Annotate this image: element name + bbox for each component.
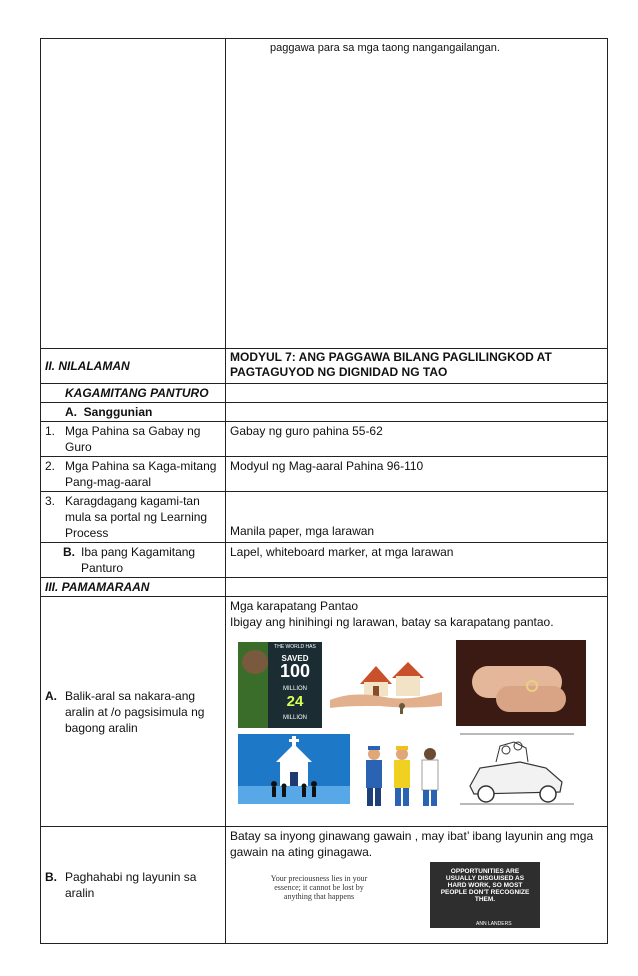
karagdagang-value: Manila paper, mga larawan (226, 492, 608, 543)
sanggunian-label (41, 403, 226, 422)
poster-num2: 24 (286, 693, 304, 710)
quote-opportunities-author: ANN LANDERS (476, 921, 512, 927)
kagamitan-row (41, 384, 608, 403)
car-sketch-image (456, 732, 578, 808)
house-hand-image (330, 636, 442, 714)
paghahabi-label (41, 827, 226, 944)
karagdagang-row (41, 492, 608, 543)
pamamaraan-row (41, 578, 608, 597)
continuation-cell (226, 39, 608, 349)
paghahabi-content (226, 827, 608, 944)
quote-preciousness-text: Your preciousness lies in your essence; it cannot be lost by anything that happens (270, 874, 368, 901)
gabay-row (41, 422, 608, 457)
iba-row (41, 543, 608, 578)
gabay-value: Gabay ng guro pahina 55-62 (226, 422, 608, 457)
item-number: 2. (45, 459, 56, 473)
modyul-value: Modyul ng Mag-aaral Pahina 96-110 (226, 457, 608, 492)
paghahabi-text: Batay sa inyong ginawang gawain , may ibat’ ibang layunin ang mga gawain na ating ginagawa. (230, 829, 594, 859)
item-letter: A. (45, 688, 57, 703)
poster-mid-text: MILLION (282, 686, 307, 692)
balik-aral-content (226, 597, 608, 827)
gabay-label (41, 422, 226, 457)
karapatan-images (230, 630, 603, 810)
iba-label (41, 543, 226, 578)
item-number: 3. (45, 494, 56, 508)
karapatan-instruction: Ibigay ang hinihingi ng larawan, batay sa karapatang pantao. (230, 615, 554, 629)
item-letter: B. (45, 870, 57, 884)
quote-opportunities-text: OPPORTUNITIES ARE USUALLY DISGUISED AS HARD WORK, SO MOST PEOPLE DON'T RECOGNIZE THEM. (440, 868, 530, 903)
poster-saved-text: SAVED (281, 654, 309, 663)
kagamitan-heading: KAGAMITANG PANTURO (41, 384, 226, 403)
sanggunian-letter: A. (65, 405, 77, 419)
modyul-label (41, 457, 226, 492)
nilalaman-label: II. NILALAMAN (41, 349, 226, 384)
quote-card-opportunities (430, 862, 540, 928)
paghahabi-row (41, 827, 608, 944)
iba-value: Lapel, whiteboard marker, at mga larawan (226, 543, 608, 578)
empty-cell (226, 384, 608, 403)
workers-image (358, 742, 446, 808)
karagdagang-label (41, 492, 226, 543)
item-label: Mga Pahina sa Gabay ng Guro (65, 424, 201, 454)
balik-aral-row (41, 597, 608, 827)
continuation-text: paggawa para sa mga taong nangangailangan. (270, 42, 500, 54)
item-label: Karagdagang kagami-tan mula sa portal ng Learning Process (65, 494, 208, 540)
item-label: Paghahabi ng layunin sa aralin (65, 870, 197, 900)
karapatan-title: Mga karapatang Pantao (230, 599, 359, 613)
empty-cell (226, 403, 608, 422)
continuation-row (41, 39, 608, 349)
church-image (238, 734, 350, 804)
sanggunian-row (41, 403, 608, 422)
modyul-row (41, 457, 608, 492)
poster-num1: 100 (279, 661, 311, 681)
poster-top-text: THE WORLD HAS (274, 644, 316, 650)
children-poster-image (238, 642, 322, 728)
item-label: Balik-aral sa nakara-ang aralin at /o pagsisimula ng bagong aralin (65, 688, 205, 735)
pamamaraan-label: III. PAMAMARAAN (41, 578, 226, 597)
hands-ring-image (456, 640, 586, 726)
quote-card-preciousness (248, 870, 390, 926)
poster-bottom-text: MILLION (282, 715, 307, 721)
lesson-plan-table (40, 38, 608, 944)
quote-images (230, 860, 603, 934)
nilalaman-row (41, 349, 608, 384)
item-label: Mga Pahina sa Kaga-mitang Pang-mag-aaral (65, 459, 217, 489)
nilalaman-value: MODYUL 7: ANG PAGGAWA BILANG PAGLILINGKOD AT PAGTAGUYOD NG DIGNIDAD NG TAO (226, 349, 608, 384)
item-letter: B. (63, 545, 75, 559)
sanggunian-text: Sanggunian (83, 405, 153, 419)
item-number: 1. (45, 424, 56, 438)
item-label: Iba pang Kagamitang Panturo (81, 545, 196, 575)
empty-cell (226, 578, 608, 597)
balik-aral-label (41, 597, 226, 827)
empty-cell (41, 39, 226, 349)
